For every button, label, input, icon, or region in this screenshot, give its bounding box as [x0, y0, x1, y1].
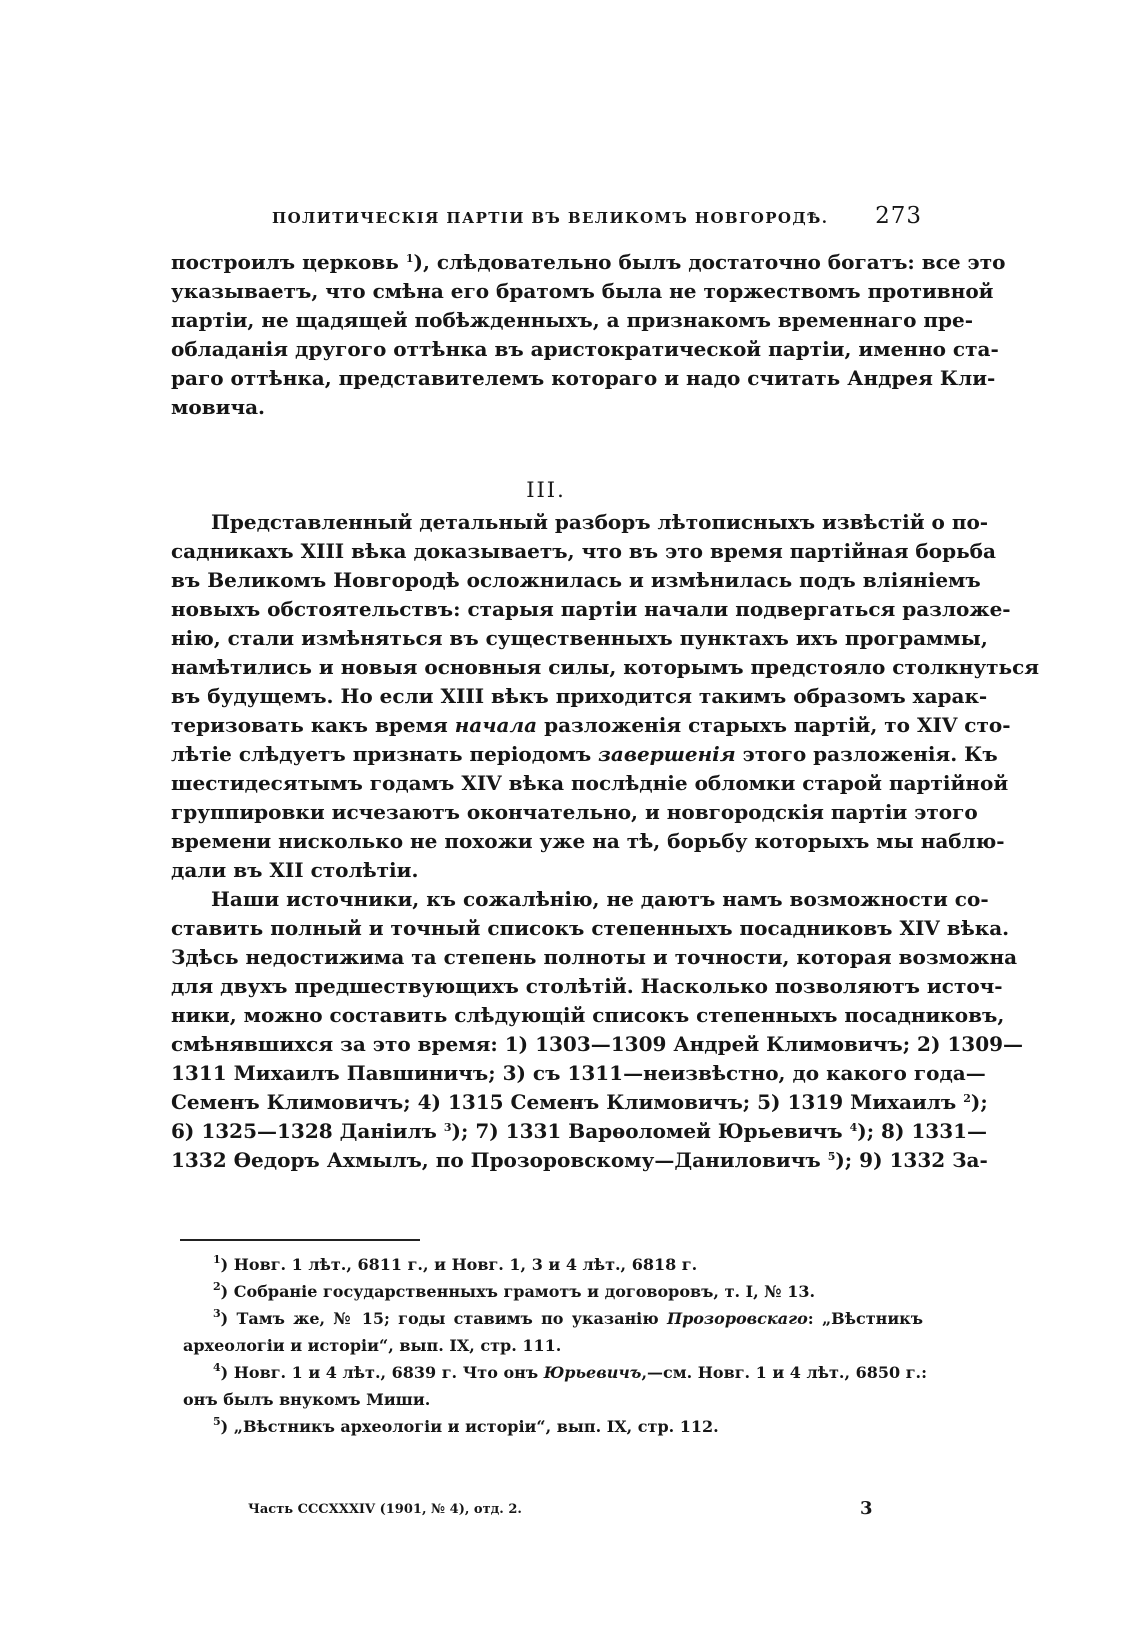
text-line: садникахъ XIII вѣка доказываетъ, что въ это время партійная борьба: [171, 539, 996, 563]
footnote: $^1$) Новг. 1 лѣт., 6811 г., и Новг. 1, 3 и 4 лѣт., 6818 г.: [213, 1253, 698, 1274]
text-line: шестидесятымъ годамъ XIV вѣка послѣдніе обломки старой партійной: [171, 771, 1009, 795]
footnote: $^5$) „Вѣстникъ археологіи и исторіи“, вып. IX, стр. 112.: [213, 1415, 719, 1436]
text-line: дали въ XII столѣтіи.: [171, 858, 419, 882]
footnote-line: онъ былъ внукомъ Миши.: [183, 1390, 431, 1409]
text-line: ники, можно составить слѣдующій списокъ степенныхъ посадниковъ,: [171, 1003, 1005, 1027]
footnote-ref: 3: [443, 1121, 452, 1134]
text-line: смѣнявшихся за это время: 1) 1303—1309 Андрей Климовичъ; 2) 1309—: [171, 1032, 1024, 1056]
text-line: группировки исчезаютъ окончательно, и новгородскія партіи этого: [171, 800, 978, 824]
text-line: обладанія другого оттѣнка въ аристократической партіи, именно ста-: [171, 337, 999, 361]
text-line: раго оттѣнка, представителемъ котораго и надо считать Андрея Кли-: [171, 366, 996, 390]
text-line: въ Великомъ Новгородѣ осложнилась и измѣнилась подъ вліяніемъ: [171, 568, 981, 592]
text-line: мовича.: [171, 395, 266, 419]
text-line: Семенъ Климовичъ; 4) 1315 Семенъ Климовичъ; 5) 1319 Михаилъ $^2$);: [171, 1090, 988, 1114]
italic-emphasis: начала: [454, 713, 538, 737]
italic-emphasis: Юрьевичъ: [543, 1363, 642, 1382]
sheet-number: 3: [860, 1498, 873, 1519]
section-heading: III.: [526, 478, 566, 502]
text-line: Здѣсь недостижима та степень полноты и точности, которая возможна: [171, 945, 1018, 969]
text-line: партіи, не щадящей побѣжденныхъ, а признакомъ временнаго пре-: [171, 308, 974, 332]
footnote-ref: 4: [849, 1121, 858, 1134]
text-line: ставить полный и точный списокъ степенныхъ посадниковъ XIV вѣка.: [171, 916, 1010, 940]
text-line: построилъ церковь $^1$), слѣдовательно былъ достаточно богатъ: все это: [171, 250, 1006, 274]
footnote-ref: 1: [405, 252, 414, 265]
text-line: лѣтіе слѣдуетъ признать періодомъ завершенія этого разложенія. Къ: [171, 742, 998, 766]
printer-signature: Часть CCCXXXIV (1901, № 4), отд. 2.: [248, 1502, 522, 1517]
page-number: 273: [875, 203, 922, 229]
footnote-ref: 2: [963, 1092, 971, 1105]
page-header: [272, 203, 922, 239]
text-line: для двухъ предшествующихъ столѣтій. Насколько позволяютъ источ-: [171, 974, 1003, 998]
footnote-divider: [180, 1239, 420, 1241]
text-line: Представленный детальный разборъ лѣтописныхъ извѣстій о по-: [211, 510, 989, 534]
text-line: времени нисколько не похожи уже на тѣ, борьбу которыхъ мы наблю-: [171, 829, 1005, 853]
footnote-ref: 5: [827, 1150, 836, 1163]
text-line: теризовать какъ время начала разложенія старыхъ партій, то XIV сто-: [171, 713, 1011, 737]
italic-emphasis: завершенія: [598, 742, 736, 766]
footnote: $^4$) Новг. 1 и 4 лѣт., 6839 г. Что онъ Юрьевичъ,—см. Новг. 1 и 4 лѣт., 6850 г.:: [213, 1361, 928, 1382]
text-line: намѣтились и новыя основныя силы, которымъ предстояло столкнуться: [171, 655, 1040, 679]
italic-emphasis: Прозоровскаго: [666, 1309, 808, 1328]
text-line: въ будущемъ. Но если XIII вѣкъ приходится такимъ образомъ харак-: [171, 684, 988, 708]
text-line: Наши источники, къ сожалѣнію, не даютъ намъ возможности со-: [211, 887, 989, 911]
text-line: 6) 1325—1328 Даніилъ $^3$); 7) 1331 Варѳоломей Юрьевичъ $^4$); 8) 1331—: [171, 1119, 988, 1143]
text-line: 1332 Ѳедоръ Ахмылъ, по Прозоровскому—Даниловичъ $^5$); 9) 1332 За-: [171, 1148, 988, 1172]
text-line: указываетъ, что смѣна его братомъ была не торжествомъ противной: [171, 279, 994, 303]
text-line: 1311 Михаилъ Павшиничъ; 3) съ 1311—неизвѣстно, до какого года—: [171, 1061, 986, 1085]
footnote: $^3$) Тамъ же, № 15; годы ставимъ по указанію Прозоровскаго: „Вѣстникъ: [213, 1307, 924, 1328]
text-line: новыхъ обстоятельствъ: старыя партіи начали подвергаться разложе-: [171, 597, 1011, 621]
footnote-line: археологіи и исторіи“, вып. IX, стр. 111.: [183, 1336, 562, 1355]
footnote: $^2$) Собраніе государственныхъ грамотъ и договоровъ, т. I, № 13.: [213, 1280, 816, 1301]
running-title: ПОЛИТИЧЕСКІЯ ПАРТІИ ВЪ ВЕЛИКОМЪ НОВГОРОДѢ.: [272, 209, 829, 227]
text-line: нію, стали измѣняться въ существенныхъ пунктахъ ихъ программы,: [171, 626, 988, 650]
